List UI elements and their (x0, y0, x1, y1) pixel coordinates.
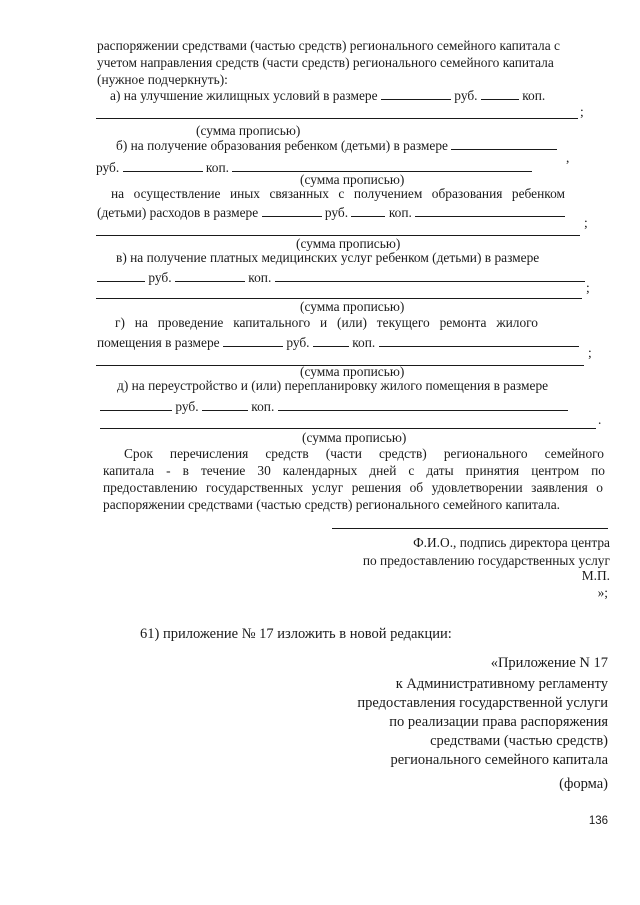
page-number: 136 (588, 815, 608, 827)
item-g-rub-blank (223, 335, 283, 347)
form-label: (форма) (559, 776, 608, 792)
item-d-dot: . (598, 412, 602, 427)
intro-line-3: (нужное подчеркнуть): (97, 72, 228, 87)
item-a-semicolon: ; (580, 104, 584, 119)
item-d-kop-label: коп. (251, 399, 275, 414)
term-line-2: капитала - в течение 30 календарных дней с даты принятия центром по (103, 463, 605, 478)
item-b-text: б) на получение образования ребенком (детьми) в размере (116, 138, 448, 153)
amendment-line: 61) приложение № 17 изложить в новой редакции: (140, 626, 452, 642)
item-v-semicolon: ; (586, 280, 590, 295)
item-g-kop-blank (313, 335, 349, 347)
item-g-kop-label: коп. (352, 335, 376, 350)
item-b-kop-label: коп. (205, 160, 229, 175)
item-b-amount-blank (451, 138, 557, 150)
item-b-other-kop-blank (351, 205, 385, 217)
item-v-line: в) на получение платных медицинских услуг ребенком (детьми) в размере (116, 250, 540, 265)
item-b-rub-blank (123, 160, 203, 172)
item-d-sum-line (100, 428, 596, 429)
item-b-other-caption: (сумма прописью) (296, 236, 401, 251)
item-a-rub-blank (381, 88, 451, 100)
item-a-rub-label: руб. (454, 88, 478, 103)
item-b-line (116, 138, 557, 153)
item-b-other-line-2 (97, 205, 565, 220)
item-g-sum-blank (379, 335, 579, 347)
item-b-other-text: (детьми) расходов в размере (97, 205, 259, 220)
appendix-line-2: к Административному регламенту (395, 676, 608, 692)
appendix-line-6: регионального семейного капитала (390, 752, 608, 768)
item-v-kop-blank (175, 270, 245, 282)
appendix-line-1: «Приложение N 17 (490, 655, 608, 671)
item-g-rub-label: руб. (286, 335, 310, 350)
item-v-caption: (сумма прописью) (300, 299, 405, 314)
quote-close: »; (597, 585, 608, 600)
item-v-line-2 (97, 270, 585, 285)
item-a-kop-label: коп. (522, 88, 546, 103)
intro-line-1: распоряжении средствами (частью средств) регионального семейного капитала с (97, 38, 560, 53)
item-d-rub-blank (100, 399, 172, 411)
item-g-caption: (сумма прописью) (300, 364, 405, 379)
item-v-rub-blank (97, 270, 145, 282)
item-g-semicolon: ; (588, 345, 592, 360)
item-b-comma: , (566, 150, 570, 165)
item-b-other-kop-label: коп. (388, 205, 412, 220)
item-b-other-line-1: на осуществление иных связанных с получением образования ребенком (111, 186, 565, 201)
item-v-kop-label: коп. (248, 270, 272, 285)
item-d-line-2 (100, 399, 568, 414)
appendix-line-4: по реализации права распоряжения (389, 714, 608, 730)
item-d-caption: (сумма прописью) (302, 430, 407, 445)
item-v-rub-label: руб. (148, 270, 172, 285)
stamp-place: М.П. (581, 568, 610, 583)
appendix-line-5: средствами (частью средств) (430, 733, 608, 749)
item-d-sum-blank (278, 399, 568, 411)
item-d-rub-label: руб. (175, 399, 199, 414)
item-d-line: д) на переустройство и (или) перепланировку жилого помещения в размере (117, 378, 549, 393)
item-b-caption: (сумма прописью) (300, 172, 405, 187)
item-b-other-sum-blank (415, 205, 565, 217)
item-b-other-rub-label: руб. (324, 205, 349, 220)
intro-line-2: учетом направления средств (части средств) регионального семейного капитала (97, 55, 554, 70)
item-a-line (110, 88, 545, 103)
item-a-sum-line (96, 118, 578, 119)
appendix-line-3: предоставления государственной услуги (357, 695, 608, 711)
item-d-kop-blank (202, 399, 248, 411)
item-b-other-semicolon: ; (584, 215, 588, 230)
item-b-sum-blank (232, 160, 532, 172)
term-line-1: Срок перечисления средств (части средств) регионального семейного (124, 446, 604, 461)
item-a-caption: (сумма прописью) (196, 123, 301, 138)
item-g-line-1: г) на проведение капитального и (или) текущего ремонта жилого (115, 315, 538, 330)
term-line-3: предоставлению государственных услуг решения об удовлетворении заявления о (103, 480, 603, 495)
item-b-rub-label: руб. (96, 160, 120, 175)
item-g-text: помещения в размере (97, 335, 220, 350)
term-line-4: распоряжении средствами (частью средств) регионального семейного капитала. (103, 497, 561, 512)
item-a-kop-blank (481, 88, 519, 100)
item-a-text: а) на улучшение жилищных условий в размере (110, 88, 378, 103)
signature-title-line-2: по предоставлению государственных услуг (362, 553, 610, 568)
item-g-line-2 (97, 335, 579, 350)
signature-title-line-1: Ф.И.О., подпись директора центра (413, 535, 610, 550)
signature-line (332, 528, 608, 529)
item-b-other-rub-blank (262, 205, 322, 217)
item-v-sum-blank (275, 270, 585, 282)
